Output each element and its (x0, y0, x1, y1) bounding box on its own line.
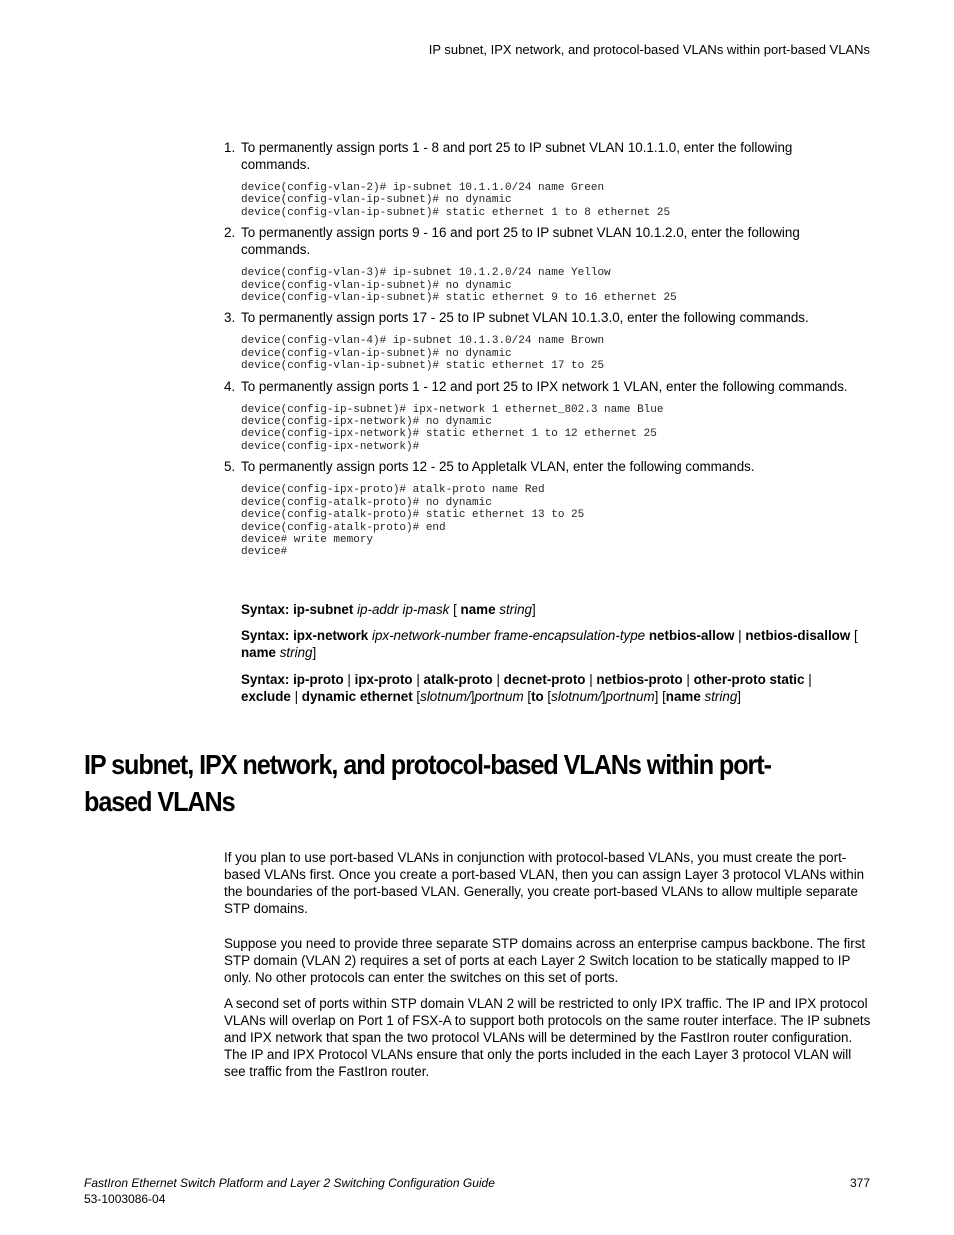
footer-doc-info (84, 1175, 495, 1207)
body-paragraph: A second set of ports within STP domain VLAN 2 will be restricted to only IPX traffic. The IP and IPX protocol VLANs will overlap on Port 1 of FSX-A to support both protocols on the same router interface. The IP subnets and IPX network that span the two protocol VLANs will be determined by the FastIron router configuration. The IP and IPX Protocol VLANs ensure that only the ports included in the each Layer 3 protocol VLAN will see traffic from the FastIron router. (224, 996, 871, 1079)
code-block: device(config-vlan-2)# ip-subnet 10.1.1.0/24 name Green device(config-vlan-ip-subnet)# no dynamic device(config-vlan-ip-subnet)# static ethernet 1 to 8 ethernet 25 (241, 182, 671, 219)
step-text: To permanently assign ports 1 - 12 and port 25 to IPX network 1 VLAN, enter the following commands. (241, 378, 848, 394)
footer-title: FastIron Ethernet Switch Platform and Layer 2 Switching Configuration Guide (84, 1176, 495, 1190)
list-item (224, 309, 864, 372)
body-paragraph: If you plan to use port-based VLANs in conjunction with protocol-based VLANs, you must create the port-based VLANs first. Once you create a port-based VLAN, then you can assign Layer 3 protocol VLANs within the boundaries of the port-based VLAN. Generally, you create port-based VLANs to allow multiple separate STP domains. (224, 850, 865, 916)
step-number: 5. (224, 459, 236, 475)
step-number: 1. (224, 140, 236, 155)
code-block: device(config-ipx-proto)# atalk-proto name Red device(config-atalk-proto)# no dynamic device(config-atalk-proto)# static ethernet 13 to 25 device(config-atalk-proto)# end device# write memory device# (241, 484, 585, 559)
body-paragraph: Suppose you need to provide three separate STP domains across an enterprise campus backbone. The first STP domain (VLAN 2) requires a set of ports at each Layer 2 Switch location to be statically mapped to IP only. No other protocols can enter the switches on this set of ports. (224, 936, 866, 985)
step-text: To permanently assign ports 9 - 16 and port 25 to IP subnet VLAN 10.1.2.0, enter the following commands. (241, 225, 800, 258)
list-item (224, 224, 864, 304)
step-text: To permanently assign ports 12 - 25 to Appletalk VLAN, enter the following commands. (241, 459, 755, 475)
syntax-ip-proto: Syntax: ip-proto | ipx-proto | atalk-proto | decnet-proto | netbios-proto | other-proto static | exclude | dynamic ethernet [slotnum/]portnum [to [slotnum/]portnum] [name string] (241, 672, 812, 704)
step-text: To permanently assign ports 1 - 8 and port 25 to IP subnet VLAN 10.1.1.0, enter the following commands. (241, 140, 793, 172)
code-block: device(config-vlan-3)# ip-subnet 10.1.2.0/24 name Yellow device(config-vlan-ip-subnet)# no dynamic device(config-vlan-ip-subnet)# static ethernet 9 to 16 ethernet 25 (241, 267, 677, 305)
step-text: To permanently assign ports 17 - 25 to IP subnet VLAN 10.1.3.0, enter the following commands. (241, 310, 809, 326)
step-list (224, 139, 864, 564)
syntax-ip-subnet: Syntax: ip-subnet ip-addr ip-mask [ name string] (241, 602, 536, 617)
code-block: device(config-ip-subnet)# ipx-network 1 ethernet_802.3 name Blue device(config-ipx-network)# no dynamic device(config-ipx-network)# static ethernet 1 to 12 ethernet 25 device(config-ipx-network)# (241, 403, 664, 453)
page-number: 377 (849, 1176, 870, 1190)
footer-doc-id: 53-1003086-04 (84, 1192, 166, 1206)
step-number: 2. (224, 225, 236, 241)
section-heading: IP subnet, IPX network, and protocol-based VLANs within port-based VLANs (84, 749, 771, 817)
list-item (224, 458, 864, 558)
step-number: 3. (224, 310, 236, 326)
list-item (224, 378, 864, 454)
code-block: device(config-vlan-4)# ip-subnet 10.1.3.0/24 name Brown device(config-vlan-ip-subnet)# no dynamic device(config-vlan-ip-subnet)# static ethernet 17 to 25 (241, 335, 605, 373)
syntax-ipx-network: Syntax: ipx-network ipx-network-number frame-encapsulation-type netbios-allow | netbios-disallow [ name string] (241, 628, 858, 660)
running-header: IP subnet, IPX network, and protocol-based VLANs within port-based VLANs (428, 42, 870, 57)
step-number: 4. (224, 378, 236, 394)
list-item (224, 139, 864, 219)
